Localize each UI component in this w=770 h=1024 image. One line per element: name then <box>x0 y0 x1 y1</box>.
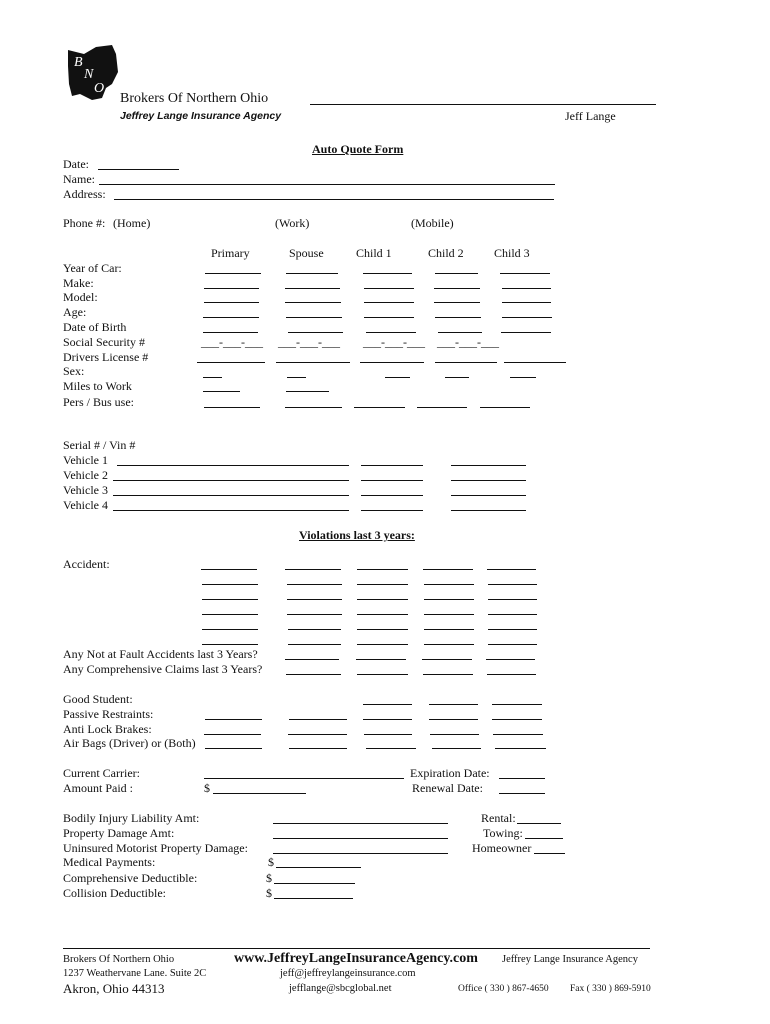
field[interactable] <box>432 748 481 749</box>
field[interactable] <box>366 332 416 333</box>
rental-label: Rental: <box>481 811 516 825</box>
field[interactable] <box>276 362 350 363</box>
ssn-child1[interactable]: ___-___-___ <box>363 335 425 349</box>
accident-field[interactable] <box>423 569 473 570</box>
accident-field[interactable] <box>202 644 258 645</box>
vehicle-field[interactable] <box>451 480 526 481</box>
date-label: Date: <box>63 157 89 171</box>
field[interactable] <box>285 407 342 408</box>
ohio-logo-icon <box>66 44 120 102</box>
svg-text:N: N <box>84 67 94 82</box>
accident-field[interactable] <box>201 569 257 570</box>
field[interactable] <box>492 704 542 705</box>
field[interactable] <box>493 734 543 735</box>
field[interactable] <box>203 377 222 378</box>
field[interactable] <box>288 734 347 735</box>
agency-name: Jeffrey Lange Insurance Agency <box>120 110 282 122</box>
vehicle-field[interactable] <box>361 510 423 511</box>
ssn-primary[interactable]: ___-___-___ <box>201 335 263 349</box>
field[interactable] <box>273 853 448 854</box>
accident-field[interactable] <box>357 644 408 645</box>
field[interactable] <box>204 288 259 289</box>
field[interactable] <box>435 317 481 318</box>
property-damage-label: Property Damage Amt: <box>63 826 175 840</box>
row-ssn: Social Security # <box>63 335 145 349</box>
field[interactable] <box>287 377 306 378</box>
violations-title: Violations last 3 years: <box>299 528 415 542</box>
footer-rule <box>63 948 650 949</box>
field[interactable] <box>445 377 469 378</box>
phone-work-label: (Work) <box>275 216 310 230</box>
collision-deductible-label: Collision Deductible: <box>63 886 166 900</box>
date-field[interactable] <box>98 169 179 170</box>
bodily-injury-label: Bodily Injury Liability Amt: <box>63 811 200 825</box>
field[interactable] <box>285 288 340 289</box>
form-title: Auto Quote Form <box>312 142 404 156</box>
footer-fax: Fax ( 330 ) 869-5910 <box>570 984 651 994</box>
accident-field[interactable] <box>488 629 537 630</box>
address-field[interactable] <box>114 199 554 200</box>
medical-dollar: $ <box>268 855 274 869</box>
field[interactable] <box>286 273 338 274</box>
footer-email2-link[interactable]: jefflange@sbcglobal.net <box>289 983 392 994</box>
svg-text:B: B <box>74 55 83 70</box>
vehicle-3-label: Vehicle 3 <box>63 483 108 497</box>
field[interactable] <box>205 748 262 749</box>
homeowner-label: Homeowner <box>472 841 532 855</box>
footer-office: Office ( 330 ) 867-4650 <box>458 984 549 994</box>
phone-label: Phone #: <box>63 216 106 230</box>
comprehensive-dollar: $ <box>266 871 272 885</box>
accident-field[interactable] <box>287 614 342 615</box>
amount-paid-label: Amount Paid : <box>63 781 134 795</box>
towing-field[interactable] <box>525 838 563 839</box>
col-child3: Child 3 <box>494 246 530 260</box>
vehicle-field[interactable] <box>113 495 349 496</box>
accident-field[interactable] <box>202 599 258 600</box>
field[interactable] <box>422 659 472 660</box>
row-model: Model: <box>63 290 98 304</box>
field[interactable] <box>438 332 482 333</box>
name-label: Name: <box>63 172 95 186</box>
field[interactable] <box>286 391 329 392</box>
field[interactable] <box>430 734 479 735</box>
field[interactable] <box>360 362 424 363</box>
field[interactable] <box>354 407 405 408</box>
field[interactable] <box>363 719 412 720</box>
footer-company: Brokers Of Northern Ohio <box>63 954 175 965</box>
field[interactable] <box>203 317 259 318</box>
comprehensive-deductible-label: Comprehensive Deductible: <box>63 871 198 885</box>
field[interactable] <box>429 719 478 720</box>
accident-field[interactable] <box>424 644 474 645</box>
expiration-date-field[interactable] <box>499 778 545 779</box>
accident-field[interactable] <box>288 644 341 645</box>
field[interactable] <box>423 674 473 675</box>
header-rule <box>310 104 656 105</box>
vehicle-field[interactable] <box>451 465 526 466</box>
field[interactable] <box>435 362 497 363</box>
footer-email1-link[interactable]: jeff@jeffreylangeinsurance.com <box>280 968 416 979</box>
anti-lock-label: Anti Lock Brakes: <box>63 722 152 736</box>
accident-field[interactable] <box>285 569 341 570</box>
field[interactable] <box>495 748 546 749</box>
accident-field[interactable] <box>357 569 408 570</box>
vehicle-field[interactable] <box>451 510 526 511</box>
name-field[interactable] <box>99 184 555 185</box>
accident-field[interactable] <box>487 569 536 570</box>
accident-field[interactable] <box>424 614 474 615</box>
comprehensive-claims-label: Any Comprehensive Claims last 3 Years? <box>63 662 263 676</box>
row-use: Pers / Bus use: <box>63 395 135 409</box>
vehicle-4-label: Vehicle 4 <box>63 498 108 512</box>
not-at-fault-label: Any Not at Fault Accidents last 3 Years? <box>63 647 258 661</box>
rental-field[interactable] <box>517 823 561 824</box>
field[interactable] <box>364 317 414 318</box>
field[interactable] <box>364 288 414 289</box>
field[interactable] <box>487 674 536 675</box>
field[interactable] <box>286 674 341 675</box>
phone-home-label: (Home) <box>113 216 151 230</box>
vehicle-field[interactable] <box>113 480 349 481</box>
accident-field[interactable] <box>488 644 537 645</box>
field[interactable] <box>204 302 259 303</box>
field[interactable] <box>273 838 448 839</box>
air-bags-label: Air Bags (Driver) or (Both) <box>63 736 196 750</box>
vehicle-field[interactable] <box>361 495 423 496</box>
field[interactable] <box>417 407 467 408</box>
row-dob: Date of Birth <box>63 320 127 334</box>
vehicle-field[interactable] <box>361 465 423 466</box>
col-primary: Primary <box>211 246 250 260</box>
homeowner-field[interactable] <box>534 853 565 854</box>
agent-name: Jeff Lange <box>565 109 616 123</box>
field[interactable] <box>363 704 412 705</box>
footer-address2: Akron, Ohio 44313 <box>63 981 165 996</box>
field[interactable] <box>289 748 347 749</box>
field[interactable] <box>434 302 480 303</box>
field[interactable] <box>502 302 551 303</box>
row-make: Make: <box>63 276 94 290</box>
row-age: Age: <box>63 305 87 319</box>
row-license: Drivers License # <box>63 350 149 364</box>
field[interactable] <box>492 719 542 720</box>
field[interactable] <box>289 719 347 720</box>
footer-address1: 1237 Weathervane Lane. Suite 2C <box>63 968 207 979</box>
field[interactable] <box>276 867 361 868</box>
field[interactable] <box>480 407 530 408</box>
field[interactable] <box>385 377 410 378</box>
field[interactable] <box>273 823 448 824</box>
company-name: Brokers Of Northern Ohio <box>120 91 269 106</box>
accident-field[interactable] <box>202 584 258 585</box>
footer-agency: Jeffrey Lange Insurance Agency <box>502 954 638 965</box>
medical-payments-label: Medical Payments: <box>63 855 156 869</box>
col-spouse: Spouse <box>289 246 324 260</box>
good-student-label: Good Student: <box>63 692 133 706</box>
accident-field[interactable] <box>424 599 474 600</box>
field[interactable] <box>502 317 552 318</box>
accident-field[interactable] <box>202 614 258 615</box>
vehicle-field[interactable] <box>117 465 349 466</box>
footer-website-link[interactable]: www.JeffreyLangeInsuranceAgency.com <box>234 951 478 966</box>
field[interactable] <box>357 674 408 675</box>
field[interactable] <box>203 391 240 392</box>
field[interactable] <box>364 302 414 303</box>
current-carrier-label: Current Carrier: <box>63 766 140 780</box>
accident-field[interactable] <box>287 584 342 585</box>
expiration-date-label: Expiration Date: <box>410 766 490 780</box>
renewal-date-label: Renewal Date: <box>412 781 483 795</box>
field[interactable] <box>366 748 416 749</box>
field[interactable] <box>435 273 478 274</box>
phone-mobile-label: (Mobile) <box>411 216 454 230</box>
row-sex: Sex: <box>63 364 85 378</box>
field[interactable] <box>205 719 262 720</box>
col-child2: Child 2 <box>428 246 464 260</box>
field[interactable] <box>429 704 478 705</box>
accident-field[interactable] <box>202 629 258 630</box>
accident-field[interactable] <box>357 599 408 600</box>
field[interactable] <box>205 273 261 274</box>
accident-field[interactable] <box>488 614 537 615</box>
col-child1: Child 1 <box>356 246 392 260</box>
accident-field[interactable] <box>288 629 341 630</box>
accident-field[interactable] <box>357 584 408 585</box>
uninsured-motorist-label: Uninsured Motorist Property Damage: <box>63 841 248 855</box>
vehicle-1-label: Vehicle 1 <box>63 453 108 467</box>
field[interactable] <box>363 273 412 274</box>
row-year: Year of Car: <box>63 261 122 275</box>
field[interactable] <box>203 332 258 333</box>
renewal-date-field[interactable] <box>499 793 545 794</box>
accident-label: Accident: <box>63 557 110 571</box>
address-label: Address: <box>63 187 106 201</box>
vehicle-field[interactable] <box>361 480 423 481</box>
accident-field[interactable] <box>488 599 537 600</box>
ssn-spouse[interactable]: ___-___-___ <box>278 335 340 349</box>
vehicle-field[interactable] <box>113 510 349 511</box>
accident-field[interactable] <box>424 629 474 630</box>
accident-field[interactable] <box>357 629 408 630</box>
serial-label: Serial # / Vin # <box>63 438 136 452</box>
field[interactable] <box>502 288 551 289</box>
accident-field[interactable] <box>287 599 342 600</box>
field[interactable] <box>285 659 339 660</box>
field[interactable] <box>274 898 353 899</box>
field[interactable] <box>204 734 261 735</box>
passive-restraints-label: Passive Restraints: <box>63 707 154 721</box>
ssn-child2[interactable]: ___-___-___ <box>437 335 499 349</box>
accident-field[interactable] <box>424 584 474 585</box>
field[interactable] <box>288 332 343 333</box>
amount-paid-dollar: $ <box>204 781 210 795</box>
vehicle-field[interactable] <box>451 495 526 496</box>
field[interactable] <box>500 273 550 274</box>
field[interactable] <box>204 407 260 408</box>
vehicle-2-label: Vehicle 2 <box>63 468 108 482</box>
field[interactable] <box>510 377 536 378</box>
field[interactable] <box>504 362 566 363</box>
field[interactable] <box>501 332 551 333</box>
collision-dollar: $ <box>266 886 272 900</box>
current-carrier-field[interactable] <box>204 778 404 779</box>
field[interactable] <box>434 288 480 289</box>
field[interactable] <box>356 659 406 660</box>
amount-paid-field[interactable] <box>213 793 306 794</box>
accident-field[interactable] <box>357 614 408 615</box>
towing-label: Towing: <box>483 826 523 840</box>
field[interactable] <box>364 734 412 735</box>
field[interactable] <box>274 883 355 884</box>
row-miles: Miles to Work <box>63 379 132 393</box>
svg-text:O: O <box>94 81 105 96</box>
field[interactable] <box>286 317 342 318</box>
field[interactable] <box>285 302 341 303</box>
field[interactable] <box>486 659 535 660</box>
field[interactable] <box>197 362 265 363</box>
accident-field[interactable] <box>488 584 537 585</box>
